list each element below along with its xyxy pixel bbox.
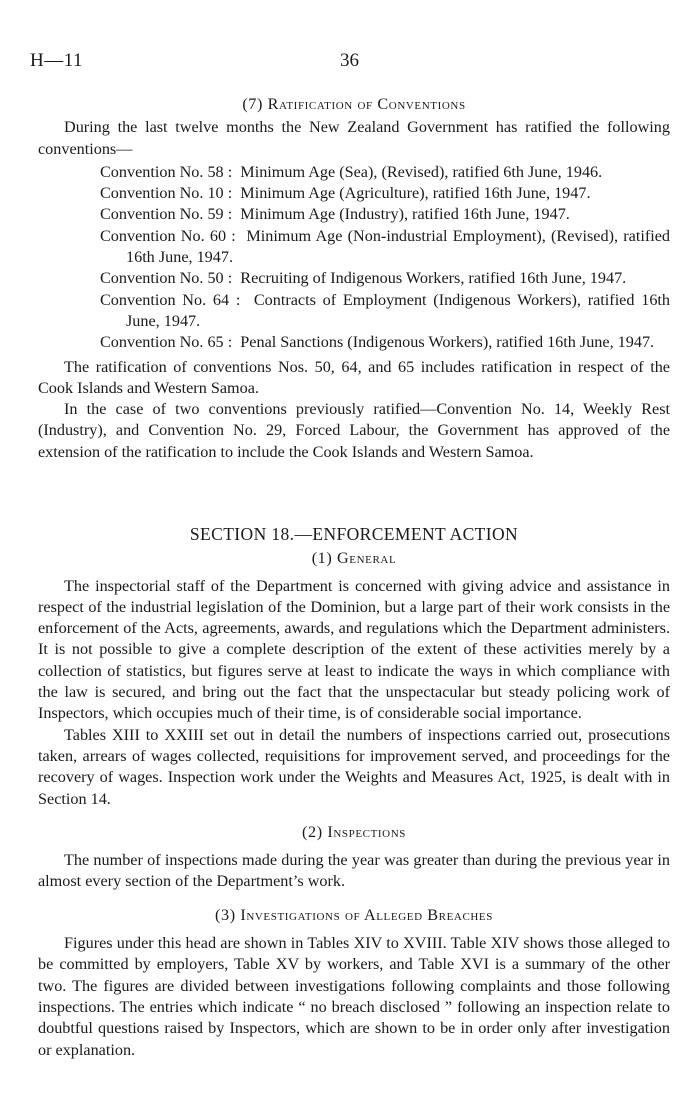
section-title: SECTION 18.—ENFORCEMENT ACTION: [189, 524, 519, 544]
general-heading: (1) General: [311, 549, 397, 568]
convention-label: Convention No. 65 :: [100, 333, 233, 352]
convention-text: Contracts of Employment (Indigenous Workers), ratified 16th June, 1947.: [126, 290, 671, 330]
convention-label: Convention No. 59 :: [100, 205, 233, 224]
convention-text: Minimum Age (Agriculture), ratified 16th June, 1947.: [240, 184, 591, 203]
convention-text: Minimum Age (Sea), (Revised), ratified 6th June, 1946.: [240, 162, 603, 181]
convention-label: Convention No. 60 :: [100, 226, 236, 245]
convention-label: Convention No. 50 :: [100, 269, 233, 288]
list-item: [38, 290, 670, 333]
list-item: [38, 162, 670, 183]
report-code: H—11: [30, 50, 84, 71]
list-item: [38, 268, 670, 289]
list-item: [38, 204, 670, 225]
convention-label: Convention No. 64 :: [100, 290, 241, 309]
convention-text: Minimum Age (Non-industrial Employment), (Revised), ratified 16th June, 1947.: [126, 226, 671, 267]
ratification-intro: During the last twelve months the New Zealand Government has ratified the following conventions—: [38, 118, 670, 158]
convention-text: Penal Sanctions (Indigenous Workers), ratified 16th June, 1947.: [240, 333, 655, 352]
inspections-paragraph: The number of inspections made during the year was greater than during the previous year in almost every section of the Department’s work.: [38, 851, 670, 891]
page-number: 36: [340, 50, 359, 71]
inspections-heading: (2) Inspections: [302, 822, 406, 841]
conventions-list: [38, 162, 670, 354]
list-item: [38, 183, 670, 204]
convention-label: Convention No. 58 :: [100, 162, 233, 181]
general-paragraph: The inspectorial staff of the Department is concerned with giving advice and assistance in respect of the industrial legislation of the Dominion, but a large part of their work consists in the enforcement of the Acts, agreements, awards, and regulations which the Department administers. It is not possible to give a complete description of the extent of these activities merely by a collection of statistics, but figures serve at least to indicate the ways in which compliance with the law is secured, and bring out the fact that the unspectacular but steady policing work of Inspectors, which occupies much of their time, is of considerable social importance.: [38, 576, 670, 723]
ratification-heading: (7) Ratification of Conventions: [242, 95, 466, 113]
convention-text: Minimum Age (Industry), ratified 16th June, 1947.: [240, 205, 570, 224]
general-paragraph: Tables XIII to XXIII set out in detail the numbers of inspections carried out, prosecutions taken, arrears of wages collected, requisitions for improvement served, and proceedings for the recovery of wages. Inspection work under the Weights and Measures Act, 1925, is dealt with in Section 14.: [38, 725, 670, 808]
ratification-block: [38, 94, 670, 463]
list-item: [38, 226, 670, 269]
convention-label: Convention No. 10 :: [100, 184, 233, 203]
ratification-paragraph: The ratification of conventions Nos. 50, 64, and 65 includes ratification in respect of the Cook Islands and Western Samoa.: [38, 357, 670, 397]
convention-text: Recruiting of Indigenous Workers, ratified 16th June, 1947.: [240, 269, 627, 288]
ratification-paragraph: In the case of two conventions previously ratified—Convention No. 14, Weekly Rest (Industry), and Convention No. 29, Forced Labour, the Government has approved of the extension of the ratification to include the Cook Islands and Western Samoa.: [38, 400, 670, 461]
breaches-heading: (3) Investigations of Alleged Breaches: [215, 905, 493, 924]
section-18-block: [38, 524, 670, 1061]
breaches-paragraph: Figures under this head are shown in Tables XIV to XVIII. Table XIV shows those alleged to be committed by employers, Table XV by workers, and Table XVI is a summary of the other two. The figures are divided between investigations following complaints and those following inspections. The entries which indicate “ no breach disclosed ” following an inspection relate to doubtful questions raised by Inspectors, which are shown to be in order only after investigation or explanation.: [38, 934, 670, 1059]
list-item: [38, 332, 670, 353]
